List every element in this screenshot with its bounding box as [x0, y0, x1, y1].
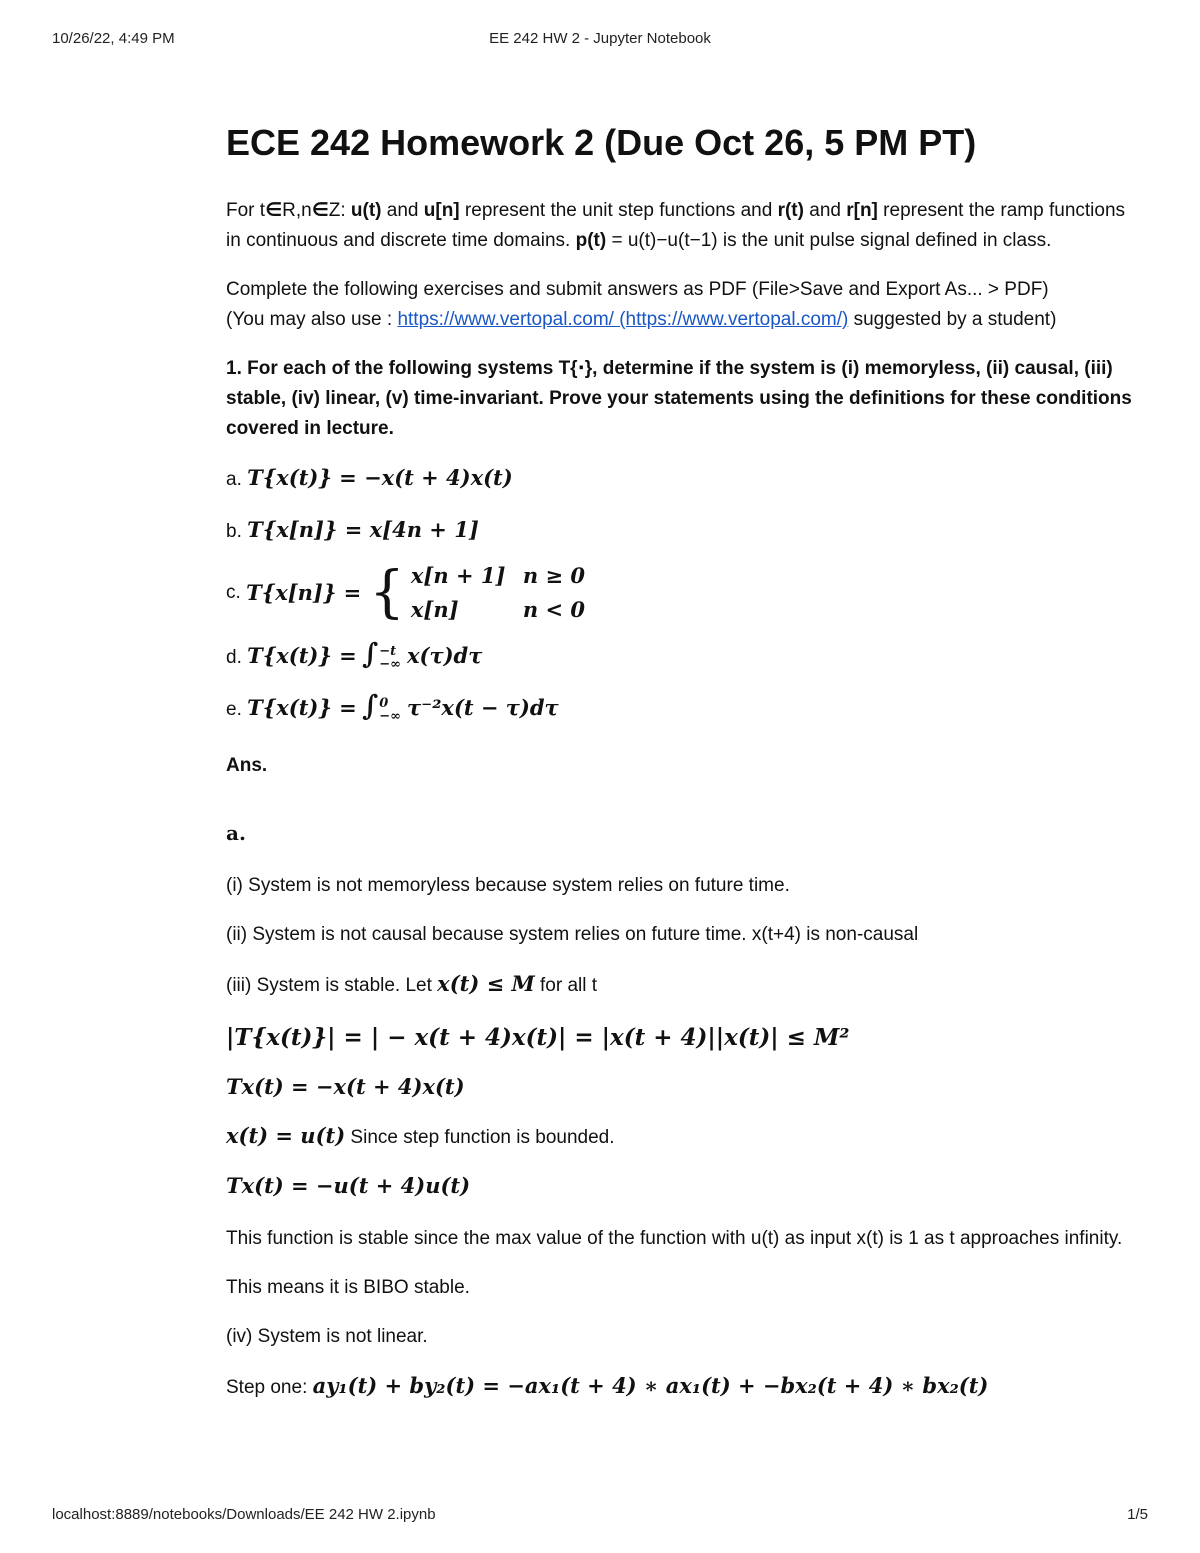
- intro-text: R,n: [282, 200, 312, 221]
- integral-icon: ∫: [362, 637, 379, 670]
- case-2-value: x[n]: [410, 597, 459, 622]
- item-label: b.: [226, 521, 242, 542]
- instructions-text: suggested by a student): [848, 309, 1057, 330]
- case-1-condition: n ≥ 0: [522, 563, 586, 588]
- item-e: [226, 691, 1136, 725]
- item-label: e.: [226, 699, 242, 720]
- question-1: 1. For each of the following systems T{⋅}, determine if the system is (i) memoryless, (ii) causal, (iii) stable, (iv) linear, (v) time-invariant. Prove your statements using the definitions for these conditions covered in lecture.: [226, 358, 1132, 439]
- page-title: ECE 242 Homework 2 (Due Oct 26, 5 PM PT): [226, 122, 977, 163]
- answer-heading: Ans.: [226, 755, 268, 776]
- item-e-lhs: T{x(t)} =: [247, 695, 357, 720]
- equation-step-note: Since step function is bounded.: [345, 1127, 615, 1148]
- item-d: [226, 639, 1136, 673]
- stable-explanation: This function is stable since the max value of the function with u(t) as input x(t) is 1 as t approaches infinity.: [226, 1228, 1123, 1249]
- equation-step-input: x(t) = u(t) Since step function is bounded.: [226, 1123, 615, 1148]
- vertopal-link[interactable]: https://www.vertopal.com/ (https://www.vertopal.com/): [397, 309, 849, 330]
- item-b: [226, 515, 1136, 547]
- item-d-rhs: x(τ)dτ: [407, 643, 483, 668]
- term-rt: r(t): [777, 200, 804, 221]
- integral-icon: ∫: [362, 689, 379, 722]
- item-c-lhs: T{x[n]} =: [246, 580, 362, 605]
- item-a: [226, 463, 1136, 495]
- item-label: a.: [226, 469, 242, 490]
- intro-paragraph: [226, 196, 1136, 256]
- notebook-content: [226, 122, 1136, 1422]
- answer-iii-equation: x(t) ≤ M: [437, 971, 535, 996]
- element-of-symbol: ∈: [311, 200, 329, 221]
- print-page-title: EE 242 HW 2 - Jupyter Notebook: [489, 30, 711, 47]
- step-one: [226, 1371, 1136, 1403]
- upper-limit: 0: [379, 695, 389, 711]
- intro-text: For t: [226, 200, 266, 221]
- answer-i: (i) System is not memoryless because system relies on future time.: [226, 875, 790, 896]
- item-label: c.: [226, 582, 241, 604]
- lower-limit: −∞: [379, 656, 402, 672]
- instructions-text: (You may also use :: [226, 309, 398, 330]
- element-of-symbol: ∈: [265, 200, 283, 221]
- lower-limit: −∞: [379, 708, 402, 724]
- term-ut: u(t): [350, 200, 382, 221]
- item-c: [226, 561, 1136, 625]
- item-a-equation: T{x(t)} = −x(t + 4)x(t): [247, 465, 513, 490]
- term-rn: r[n]: [846, 200, 878, 221]
- answer-iii: [226, 969, 1136, 1001]
- intro-text: and: [803, 200, 847, 221]
- step-one-equation: ay₁(t) + by₂(t) = −ax₁(t + 4) ∗ ax₁(t) + −bx₂(t + 4) ∗ bx₂(t): [312, 1373, 989, 1398]
- print-url: localhost:8889/notebooks/Downloads/EE 242 HW 2.ipynb: [52, 1506, 436, 1523]
- print-page-number: 1/5: [1127, 1506, 1148, 1523]
- item-b-equation: T{x[n]} = x[4n + 1]: [247, 517, 479, 542]
- print-datetime: 10/26/22, 4:49 PM: [52, 30, 175, 47]
- upper-limit: −t: [379, 643, 397, 659]
- bibo-statement: This means it is BIBO stable.: [226, 1277, 470, 1298]
- case-1-value: x[n + 1]: [410, 563, 506, 588]
- step-one-label: Step one:: [226, 1377, 313, 1398]
- intro-text: Z:: [328, 200, 351, 221]
- answer-iv: (iv) System is not linear.: [226, 1326, 428, 1347]
- intro-text: = u(t)−u(t−1) is the unit pulse signal defined in class.: [606, 230, 1052, 251]
- piecewise-cases: [411, 561, 585, 625]
- instructions-text: Complete the following exercises and submit answers as PDF (File>Save and Export As... > PDF): [226, 279, 1049, 300]
- intro-text: represent the ramp functions in continuous and discrete time domains.: [226, 200, 1126, 251]
- part-a-heading: a.: [226, 821, 246, 845]
- integral-limits: [379, 697, 401, 723]
- left-brace-icon: {: [369, 560, 405, 625]
- answer-iii-text: for all t: [534, 975, 598, 996]
- intro-text: represent the unit step functions and: [459, 200, 778, 221]
- item-e-rhs: τ⁻²x(t − τ)dτ: [407, 695, 559, 720]
- answer-ii: (ii) System is not causal because system relies on future time. x(t+4) is non-causal: [226, 924, 919, 945]
- answer-iii-text: (iii) System is stable. Let: [226, 975, 438, 996]
- item-d-lhs: T{x(t)} =: [247, 643, 357, 668]
- term-un: u[n]: [423, 200, 460, 221]
- item-label: d.: [226, 647, 242, 668]
- equation-system: Tx(t) = −x(t + 4)x(t): [226, 1074, 465, 1099]
- integral-limits: [379, 645, 401, 671]
- intro-text: and: [381, 200, 424, 221]
- equation-step-response: Tx(t) = −u(t + 4)u(t): [226, 1173, 471, 1198]
- case-2-condition: n < 0: [522, 597, 586, 622]
- instructions-paragraph: [226, 275, 1136, 335]
- item-c-equation: [246, 561, 585, 625]
- term-pt: p(t): [575, 230, 607, 251]
- equation-bound: |T{x(t)}| = | − x(t + 4)x(t)| = |x(t + 4)||x(t)| ≤ M²: [226, 1024, 850, 1051]
